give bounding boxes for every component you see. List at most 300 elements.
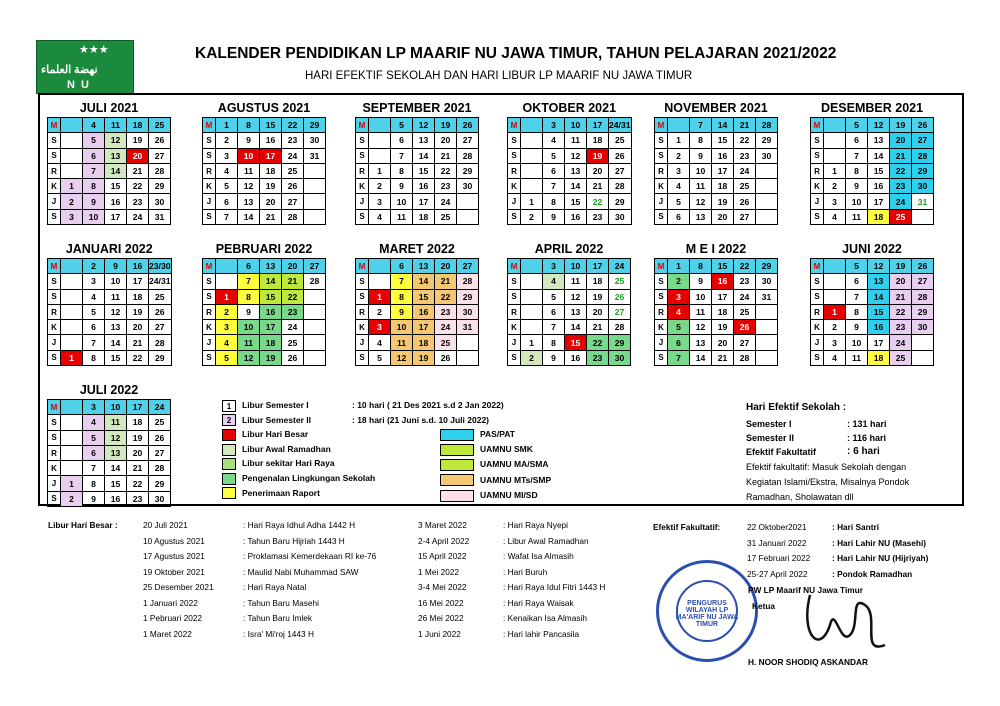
date-cell: 27: [149, 320, 172, 335]
holiday-date: 2-4 April 2022: [418, 535, 470, 546]
date-cell: 26: [734, 320, 756, 335]
date-cell: 12: [238, 179, 260, 194]
date-cell: 9: [543, 350, 565, 365]
date-cell: 17: [587, 118, 609, 133]
month-title: AGUSTUS 2021: [217, 101, 311, 115]
date-cell: 5: [216, 350, 238, 365]
date-cell: 3: [668, 163, 690, 178]
date-cell: 10: [690, 289, 712, 304]
date-cell: 14: [105, 163, 127, 178]
date-cell: 26: [912, 259, 934, 274]
holiday-date: 17 Februari 2022: [747, 553, 811, 563]
date-cell: 23: [435, 179, 457, 194]
date-cell: 23: [890, 179, 912, 194]
holiday-name: : Hari Raya Waisak: [503, 597, 574, 608]
date-cell: [756, 304, 778, 319]
date-cell: 13: [868, 274, 890, 289]
date-cell: [61, 274, 83, 289]
date-cell: 29: [149, 476, 171, 491]
date-cell: 3: [61, 209, 83, 224]
day-label: S: [655, 274, 668, 289]
day-label: M: [508, 259, 521, 274]
holiday-name: : Hari Raya Nyepi: [503, 520, 569, 530]
date-cell: 21: [712, 350, 734, 365]
day-label: J: [48, 335, 61, 350]
legend2-label: UAMNU MTs/SMP: [480, 474, 552, 485]
effective-note-3: Ramadhan, Sholawatan dll: [746, 492, 854, 502]
day-label: M: [48, 118, 61, 133]
date-cell: 31: [457, 320, 479, 335]
date-cell: 30: [457, 304, 479, 319]
date-cell: [369, 133, 391, 148]
date-cell: [912, 335, 934, 350]
holiday-date: 26 Mei 2022: [418, 613, 464, 623]
month-title: PEBRUARI 2022: [215, 242, 313, 256]
date-cell: 27: [609, 304, 631, 319]
date-cell: 21: [127, 163, 149, 178]
holiday-date: 17 Agustus 2021: [143, 551, 205, 561]
date-cell: 26: [435, 350, 457, 365]
date-cell: 25: [435, 335, 457, 350]
logo-text: NU: [67, 79, 95, 91]
date-cell: 2: [61, 194, 83, 209]
date-cell: [756, 335, 778, 350]
signature-org: PW LP Maarif NU Jawa Timur: [748, 585, 863, 595]
legend-label: Penerimaan Raport: [242, 487, 320, 498]
date-cell: 9: [391, 179, 413, 194]
date-cell: 4: [83, 415, 105, 430]
date-cell: [668, 118, 690, 133]
date-cell: 15: [260, 118, 282, 133]
date-cell: 25: [149, 415, 171, 430]
legend2-label: UAMNU SMK: [480, 444, 533, 455]
date-cell: 11: [105, 118, 127, 133]
legend-item: [222, 456, 335, 470]
holiday-name: : Hari lahir Pancasila: [503, 628, 580, 639]
day-label: S: [356, 289, 369, 304]
date-cell: 12: [238, 350, 260, 365]
date-cell: 9: [105, 259, 127, 274]
effective-note-2: Kegiatan Islami/Ekstra, Misalnya Pondok: [746, 477, 910, 487]
date-cell: 2: [521, 350, 543, 365]
holidays-label: Libur Hari Besar :: [48, 520, 118, 530]
date-cell: 21: [127, 335, 149, 350]
date-cell: 30: [756, 148, 778, 163]
date-cell: 10: [83, 209, 105, 224]
date-cell: 25: [149, 118, 171, 133]
month-title: OKTOBER 2021: [522, 101, 617, 115]
date-cell: [304, 179, 326, 194]
day-label: S: [48, 133, 61, 148]
day-label: M: [48, 259, 61, 274]
month-grid: [47, 117, 171, 225]
date-cell: 5: [369, 350, 391, 365]
day-label: J: [655, 194, 668, 209]
date-cell: 22: [890, 163, 912, 178]
date-cell: 5: [216, 179, 238, 194]
date-cell: [824, 133, 846, 148]
date-cell: 11: [565, 133, 587, 148]
month-grid: [507, 117, 632, 225]
date-cell: 15: [260, 289, 282, 304]
date-cell: 13: [690, 209, 712, 224]
day-label: K: [48, 461, 61, 476]
legend2-swatch: [440, 459, 474, 471]
holiday-date: 22 Oktober2021: [747, 522, 807, 532]
date-cell: 23: [587, 350, 609, 365]
date-cell: 14: [260, 274, 282, 289]
date-cell: 14: [868, 148, 890, 163]
date-cell: 14: [565, 320, 587, 335]
date-cell: 7: [238, 274, 260, 289]
date-cell: 6: [238, 259, 260, 274]
holiday-date: 31 Januari 2022: [747, 537, 807, 548]
date-cell: 27: [734, 209, 756, 224]
day-label: S: [508, 209, 521, 224]
date-cell: 18: [413, 209, 435, 224]
date-cell: 1: [521, 194, 543, 209]
date-cell: 17: [712, 289, 734, 304]
date-cell: 19: [712, 320, 734, 335]
date-cell: [756, 179, 778, 194]
date-cell: [521, 320, 543, 335]
day-label: S: [356, 133, 369, 148]
date-cell: 20: [127, 148, 149, 163]
date-cell: 8: [83, 476, 105, 491]
holiday-date: 1 Maret 2022: [143, 628, 192, 639]
date-cell: 21: [435, 148, 457, 163]
date-cell: [457, 209, 479, 224]
date-cell: [61, 289, 83, 304]
date-cell: 19: [260, 350, 282, 365]
date-cell: 21: [734, 118, 756, 133]
date-cell: 12: [413, 118, 435, 133]
day-label: S: [203, 133, 216, 148]
date-cell: 26: [609, 148, 632, 163]
legend2-item: [440, 442, 533, 456]
date-cell: 21: [587, 179, 609, 194]
date-cell: 14: [565, 179, 587, 194]
date-cell: 21: [260, 209, 282, 224]
date-cell: 6: [846, 133, 868, 148]
date-cell: 30: [609, 209, 632, 224]
date-cell: 10: [846, 194, 868, 209]
date-cell: 21: [435, 274, 457, 289]
date-cell: 25: [282, 163, 304, 178]
date-cell: 20: [260, 194, 282, 209]
date-cell: 6: [668, 335, 690, 350]
date-cell: 2: [369, 304, 391, 319]
date-cell: 6: [543, 304, 565, 319]
date-cell: 25: [890, 209, 912, 224]
date-cell: 25: [282, 335, 304, 350]
effective-title: Hari Efektif Sekolah :: [746, 402, 847, 413]
date-cell: 8: [690, 133, 712, 148]
month-grid: [810, 258, 934, 366]
holiday-name: : Tahun Baru Masehi: [243, 597, 319, 608]
holiday-date: 10 Agustus 2021: [143, 535, 205, 546]
date-cell: 20: [712, 335, 734, 350]
date-cell: [61, 400, 83, 415]
date-cell: 27: [304, 259, 326, 274]
date-cell: 23: [127, 491, 149, 506]
date-cell: 4: [83, 289, 105, 304]
date-cell: 22: [734, 259, 756, 274]
date-cell: [824, 148, 846, 163]
date-cell: 11: [391, 209, 413, 224]
date-cell: 2: [216, 304, 238, 319]
date-cell: 11: [238, 335, 260, 350]
date-cell: 28: [304, 274, 326, 289]
day-label: M: [508, 118, 521, 133]
date-cell: 17: [712, 163, 734, 178]
date-cell: 29: [912, 163, 934, 178]
date-cell: 23: [435, 304, 457, 319]
date-cell: 7: [216, 209, 238, 224]
date-cell: 8: [846, 163, 868, 178]
day-label: R: [203, 304, 216, 319]
date-cell: 25: [435, 209, 457, 224]
date-cell: [521, 163, 543, 178]
date-cell: 6: [83, 148, 105, 163]
legend2-swatch: [440, 444, 474, 456]
date-cell: 23/30: [149, 259, 172, 274]
day-label: S: [508, 133, 521, 148]
date-cell: 7: [83, 335, 105, 350]
day-label: S: [48, 148, 61, 163]
date-cell: [61, 259, 83, 274]
day-label: S: [203, 148, 216, 163]
date-cell: [304, 209, 326, 224]
day-label: R: [811, 304, 824, 319]
legend-item: [222, 413, 311, 427]
date-cell: 31: [912, 194, 934, 209]
date-cell: 30: [149, 194, 171, 209]
date-cell: 7: [543, 179, 565, 194]
date-cell: [304, 304, 326, 319]
holiday-name: : Hari Raya Idhul Adha 1442 H: [243, 520, 356, 530]
date-cell: 13: [238, 194, 260, 209]
date-cell: 15: [565, 335, 587, 350]
date-cell: 16: [127, 259, 149, 274]
day-label: K: [655, 320, 668, 335]
date-cell: 26: [149, 304, 172, 319]
date-cell: 11: [238, 163, 260, 178]
date-cell: 19: [435, 118, 457, 133]
date-cell: 7: [690, 118, 712, 133]
day-label: S: [811, 133, 824, 148]
month-0: [47, 101, 171, 225]
date-cell: 8: [391, 289, 413, 304]
date-cell: 6: [83, 320, 105, 335]
date-cell: 16: [565, 350, 587, 365]
date-cell: 27: [149, 148, 171, 163]
date-cell: 29: [149, 350, 172, 365]
effective-fak-value: : 6 hari: [847, 446, 880, 457]
date-cell: 29: [912, 304, 934, 319]
date-cell: [304, 350, 326, 365]
month-10: [654, 242, 778, 366]
day-label: S: [655, 148, 668, 163]
date-cell: 9: [543, 209, 565, 224]
legend-item: [222, 471, 375, 485]
holiday-date: 3-4 Mei 2022: [418, 582, 467, 592]
day-label: S: [356, 148, 369, 163]
legend2-item: [440, 473, 551, 487]
date-cell: 1: [668, 259, 690, 274]
date-cell: 29: [756, 133, 778, 148]
date-cell: 4: [824, 209, 846, 224]
date-cell: 4: [543, 274, 565, 289]
holiday-name: : Tahun Baru Hijriah 1443 H: [243, 535, 345, 546]
date-cell: 28: [149, 461, 171, 476]
holiday-date: 25-27 April 2022: [747, 568, 808, 579]
date-cell: 7: [846, 148, 868, 163]
day-label: S: [811, 209, 824, 224]
date-cell: 21: [587, 320, 609, 335]
date-cell: [824, 274, 846, 289]
date-cell: [521, 133, 543, 148]
date-cell: 12: [105, 133, 127, 148]
month-grid: [47, 399, 171, 507]
date-cell: 5: [391, 118, 413, 133]
date-cell: 22: [435, 289, 457, 304]
date-cell: 28: [282, 209, 304, 224]
date-cell: 11: [391, 335, 413, 350]
date-cell: 16: [413, 304, 435, 319]
date-cell: 7: [391, 274, 413, 289]
legend2-swatch: [440, 429, 474, 441]
date-cell: 20: [282, 259, 304, 274]
date-cell: 1: [61, 179, 83, 194]
date-cell: 24: [890, 335, 912, 350]
date-cell: 7: [83, 163, 105, 178]
month-grid: [810, 117, 934, 225]
day-label: R: [356, 304, 369, 319]
date-cell: 27: [457, 133, 479, 148]
legend-swatch: [222, 473, 236, 485]
date-cell: [61, 163, 83, 178]
date-cell: 4: [216, 335, 238, 350]
date-cell: 27: [149, 445, 171, 460]
day-label: S: [48, 289, 61, 304]
date-cell: 3: [543, 118, 565, 133]
legend-swatch: 1: [222, 400, 236, 412]
date-cell: [756, 209, 778, 224]
date-cell: 22: [890, 304, 912, 319]
date-cell: 14: [868, 289, 890, 304]
day-label: R: [203, 163, 216, 178]
date-cell: 7: [668, 350, 690, 365]
date-cell: 5: [83, 304, 105, 319]
holiday-name: : Hari Lahir NU (Hijriyah): [832, 553, 929, 563]
date-cell: 18: [868, 209, 890, 224]
date-cell: 1: [824, 304, 846, 319]
day-label: S: [356, 350, 369, 365]
legend-label: Libur Semester I: [242, 400, 309, 410]
date-cell: 14: [105, 335, 127, 350]
date-cell: 3: [216, 320, 238, 335]
date-cell: 1: [61, 350, 83, 365]
legend-note: : 18 hari (21 Juni s.d. 10 Juli 2022): [352, 414, 490, 425]
date-cell: 20: [587, 163, 609, 178]
date-cell: 22: [282, 289, 304, 304]
month-grid: [202, 117, 326, 225]
date-cell: 13: [565, 304, 587, 319]
day-label: J: [203, 194, 216, 209]
date-cell: 17: [127, 400, 149, 415]
date-cell: 18: [587, 133, 609, 148]
date-cell: 3: [369, 320, 391, 335]
date-cell: 27: [609, 163, 632, 178]
holiday-name: : Wafat Isa Almasih: [503, 551, 574, 561]
legend-label: Libur sekitar Hari Raya: [242, 458, 335, 469]
date-cell: 1: [369, 289, 391, 304]
date-cell: 14: [413, 148, 435, 163]
legend2-label: UAMNU MA/SMA: [480, 459, 549, 470]
date-cell: [824, 259, 846, 274]
date-cell: 29: [149, 179, 171, 194]
date-cell: 5: [846, 118, 868, 133]
day-label: S: [48, 491, 61, 506]
date-cell: 11: [105, 415, 127, 430]
month-title: JUNI 2022: [842, 242, 902, 256]
date-cell: 19: [127, 304, 149, 319]
date-cell: 2: [83, 259, 105, 274]
date-cell: 22: [435, 163, 457, 178]
date-cell: 26: [149, 133, 171, 148]
date-cell: 11: [690, 304, 712, 319]
date-cell: 19: [127, 133, 149, 148]
date-cell: 2: [521, 209, 543, 224]
date-cell: 24/31: [609, 118, 632, 133]
date-cell: 9: [391, 304, 413, 319]
date-cell: 18: [413, 335, 435, 350]
day-label: K: [203, 320, 216, 335]
date-cell: 17: [260, 148, 282, 163]
date-cell: 2: [216, 133, 238, 148]
date-cell: 12: [868, 259, 890, 274]
day-label: S: [203, 289, 216, 304]
day-label: S: [811, 289, 824, 304]
date-cell: 1: [668, 133, 690, 148]
date-cell: 21: [890, 289, 912, 304]
holiday-name: : Isra' Mi'roj 1443 H: [243, 628, 314, 639]
date-cell: 15: [868, 304, 890, 319]
month-9: [507, 242, 631, 366]
day-label: J: [508, 194, 521, 209]
date-cell: 19: [712, 194, 734, 209]
date-cell: 28: [149, 335, 172, 350]
date-cell: 26: [912, 118, 934, 133]
date-cell: 25: [734, 179, 756, 194]
date-cell: 3: [543, 259, 565, 274]
date-cell: 23: [127, 194, 149, 209]
month-grid: [507, 258, 631, 366]
date-cell: 18: [127, 415, 149, 430]
legend2-label: UAMNU MI/SD: [480, 489, 538, 500]
month-5: [810, 101, 934, 225]
date-cell: 15: [105, 476, 127, 491]
date-cell: 4: [668, 304, 690, 319]
date-cell: 10: [391, 194, 413, 209]
day-label: K: [356, 179, 369, 194]
stamp-text: PENGURUS WILAYAH LP MA'ARIF NU JAWA TIMUR: [675, 600, 739, 628]
day-label: M: [48, 400, 61, 415]
date-cell: 26: [149, 430, 171, 445]
date-cell: 7: [391, 148, 413, 163]
date-cell: 10: [105, 274, 127, 289]
